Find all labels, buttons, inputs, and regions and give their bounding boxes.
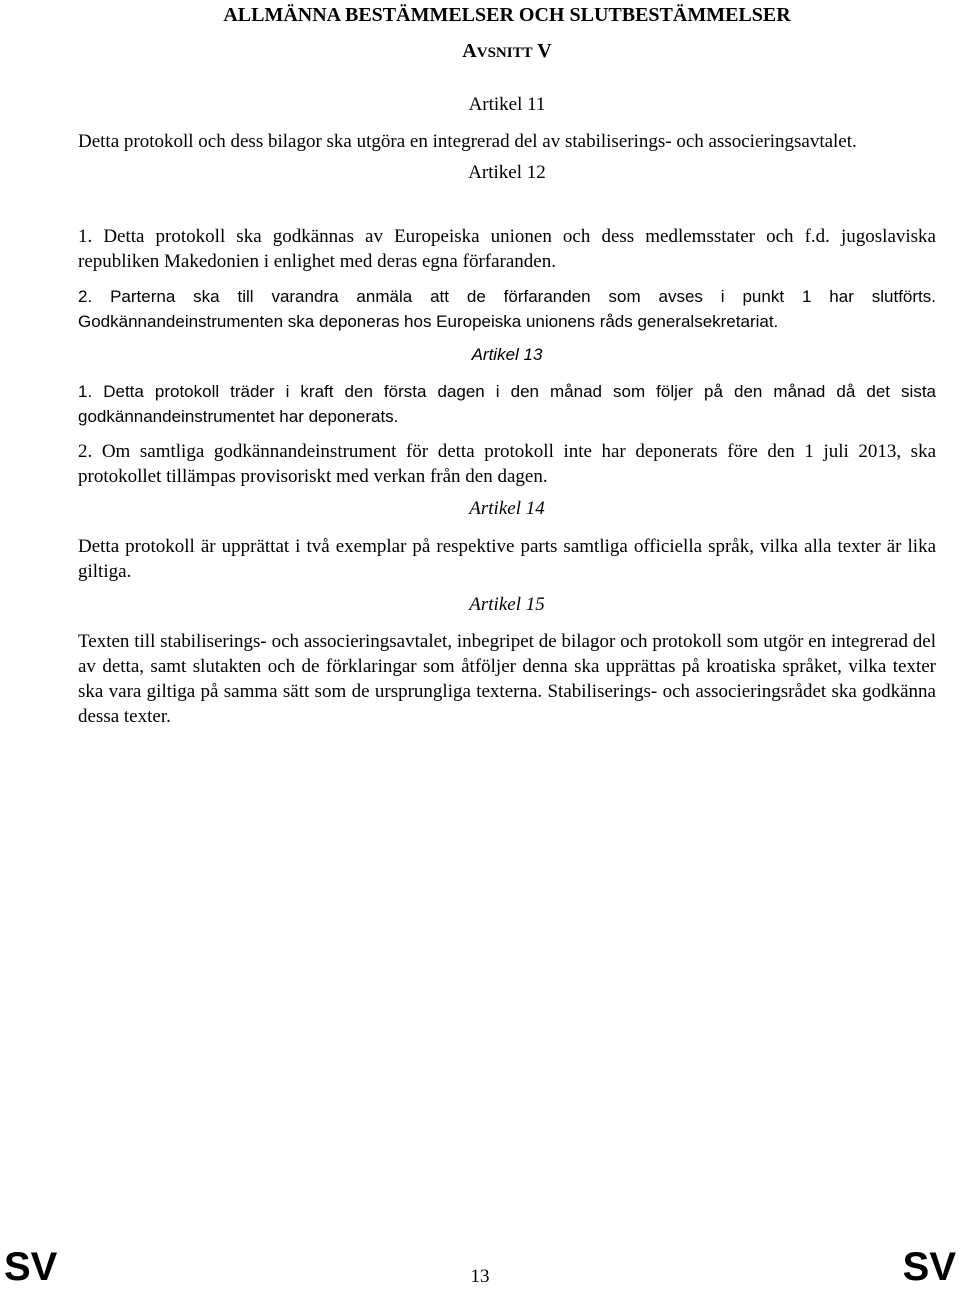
article-13-title: Artikel 13 bbox=[471, 345, 543, 364]
article-12-paragraph-1: 1. Detta protokoll ska godkännas av Europeiska unionen och dess medlemsstater och f.d. jugoslaviska republiken Makedonien i enlighet med deras egna förfaranden. bbox=[78, 226, 936, 272]
article-11-text: Detta protokoll och dess bilagor ska utgöra en integrerad del av stabiliserings- och associeringsavtalet. bbox=[78, 131, 857, 152]
article-12-paragraph-2: 2. Parterna ska till varandra anmäla att de förfaranden som avses i punkt 1 har slutförts. Godkännandeinstrumenten ska deponeras hos Europeiska unionens råds generalsekretariat. bbox=[78, 287, 936, 331]
article-15-title: Artikel 15 bbox=[469, 594, 545, 615]
article-14-text: Detta protokoll är upprättat i två exemplar på respektive parts samtliga officiella språk, vilka alla texter är lika giltiga. bbox=[78, 536, 936, 582]
section-number: V bbox=[537, 40, 552, 62]
section-title-first-letter: A bbox=[462, 40, 477, 62]
article-14-title: Artikel 14 bbox=[469, 498, 545, 519]
document-heading: ALLMÄNNA BESTÄMMELSER OCH SLUTBESTÄMMELSER bbox=[223, 4, 791, 26]
section-title-rest: VSNITT bbox=[476, 45, 533, 61]
footer-language-label-right: SV bbox=[902, 1245, 956, 1289]
article-13-paragraph-2: 2. Om samtliga godkännandeinstrument för detta protokoll inte har deponerats före den 1 juli 2013, ska protokollet tillämpas provisoriskt med verkan från den dagen. bbox=[78, 441, 936, 487]
footer-language-label-left: SV bbox=[4, 1245, 58, 1289]
article-11-title: Artikel 11 bbox=[468, 94, 546, 115]
article-13-paragraph-1: 1. Detta protokoll träder i kraft den första dagen i den månad som följer på den månad då det sista godkännandeinstrumentet har deponerats. bbox=[78, 382, 936, 426]
page-number: 13 bbox=[470, 1266, 490, 1287]
article-12-title: Artikel 12 bbox=[468, 162, 546, 183]
article-15-text: Texten till stabiliserings- och associeringsavtalet, inbegripet de bilagor och protokoll som utgör en integrerad del av detta, samt slutakten och de förklaringar som åtföljer denna ska upprättas på kroatiska språket, vilka texter ska vara giltiga på samma sätt som de ursprungliga texterna. Stabiliserings- och associeringsrådet ska godkänna dessa texter. bbox=[78, 631, 936, 727]
section-title bbox=[78, 40, 936, 63]
